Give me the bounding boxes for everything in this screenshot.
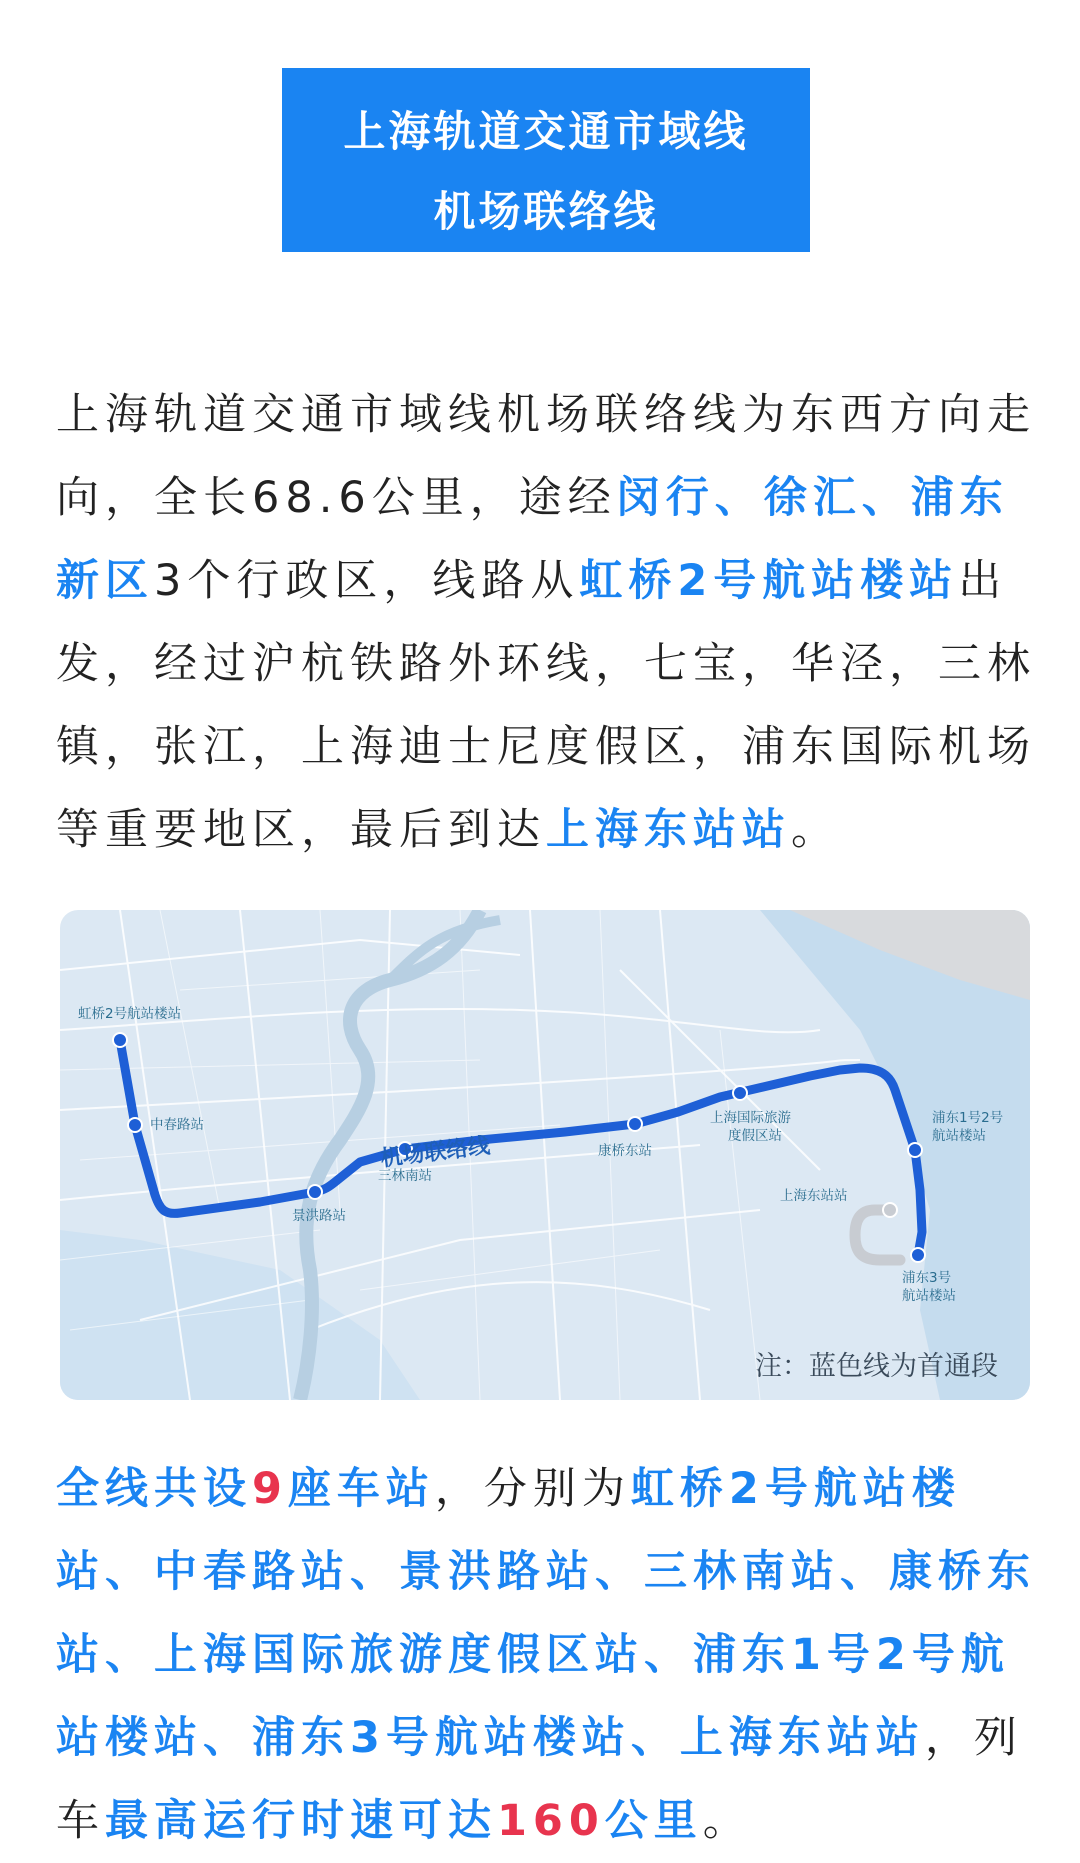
station-dot-pudong-t1t2	[908, 1143, 922, 1157]
station-dot-hongqiao-t2	[113, 1033, 127, 1047]
summary-speed-label: 最高运行时速可达	[105, 1796, 497, 1846]
intro-paragraph	[56, 374, 1036, 872]
intro-start-station: 虹桥2号航站楼站	[579, 556, 959, 606]
summary-speed-unit: 公里	[604, 1796, 703, 1846]
station-label-shanghai-east: 上海东站站	[780, 1188, 848, 1204]
summary-text-1: 全线共设	[56, 1464, 252, 1514]
summary-paragraph	[56, 1448, 1036, 1863]
station-label-hongqiao-t2: 虹桥2号航站楼站	[78, 1006, 182, 1022]
station-label-pudong-t3-1: 浦东3号	[902, 1270, 952, 1286]
summary-stations-list: 虹桥2号航站楼站、中春路站、景洪路站、三林南站、康桥东站、上海国际旅游度假区站、浦东1号2号航站楼站、浦东3号航站楼站、上海东站站	[56, 1464, 1036, 1763]
station-dot-kangqiao-east	[628, 1117, 642, 1131]
station-dot-pudong-t3	[911, 1248, 925, 1262]
station-label-pudong-t1t2-1: 浦东1号2号	[932, 1110, 1004, 1126]
intro-text-3: 出发，经过沪杭铁路外环线，七宝，华泾，三林镇，张江，上海迪士尼度假区，浦东国际机场等重要地区，最后到达	[56, 556, 1036, 855]
station-label-pudong-t1t2-2: 航站楼站	[932, 1128, 986, 1144]
station-label-zhongchun-road: 中春路站	[150, 1117, 204, 1133]
intro-districts: 闵行、徐汇、浦东新区	[56, 473, 1009, 606]
title-line-2: 机场联络线	[433, 187, 659, 236]
station-label-jinghong-road: 景洪路站	[292, 1208, 346, 1224]
station-label-resort-2: 度假区站	[728, 1128, 782, 1144]
map-note: 注：蓝色线为首通段	[755, 1351, 998, 1382]
station-dot-jinghong-road	[308, 1185, 322, 1199]
station-count: 9	[252, 1464, 288, 1514]
line-name-label: 机场联络线	[379, 1133, 492, 1172]
intro-end-station: 上海东站站	[546, 805, 791, 855]
summary-text-3: ，分别为	[434, 1464, 631, 1514]
summary-text-2: 座车站	[287, 1464, 435, 1514]
intro-text-4: 。	[791, 805, 840, 855]
intro-text-1: 上海轨道交通市域线机场联络线为东西方向走向，全长68.6公里，途经	[56, 390, 1036, 523]
station-dot-zhongchun-road	[128, 1118, 142, 1132]
intro-text-2: 3个行政区，线路从	[154, 556, 580, 606]
title-line-1: 上海轨道交通市域线	[343, 107, 749, 156]
station-label-sanlin-south: 三林南站	[378, 1168, 432, 1184]
station-label-kangqiao-east: 康桥东站	[598, 1143, 652, 1159]
title-banner	[282, 68, 810, 252]
summary-speed-value: 160	[497, 1796, 605, 1846]
route-map-svg	[60, 910, 1030, 1400]
route-map	[60, 910, 1030, 1400]
station-dot-resort	[733, 1086, 747, 1100]
summary-text-4: ，列车	[56, 1713, 1023, 1846]
station-dot-shanghai-east	[883, 1203, 897, 1217]
summary-end: 。	[702, 1796, 752, 1846]
station-label-pudong-t3-2: 航站楼站	[902, 1288, 956, 1304]
station-label-resort-1: 上海国际旅游	[710, 1110, 791, 1126]
